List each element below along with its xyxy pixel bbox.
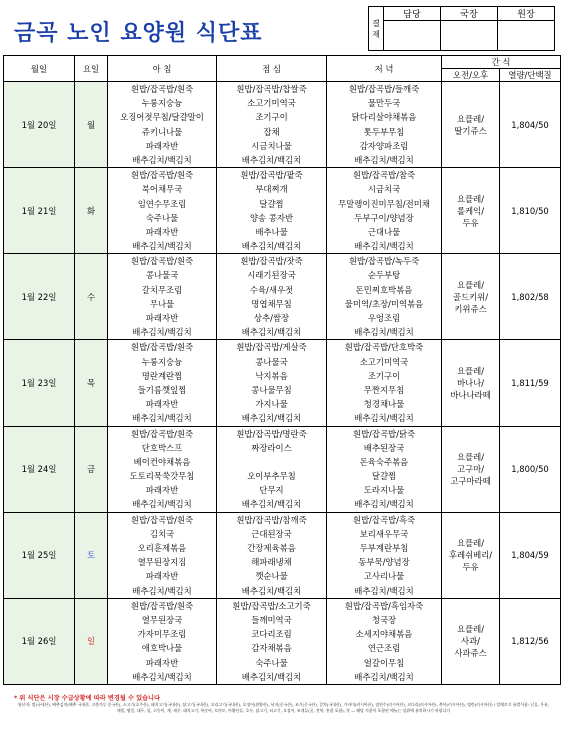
breakfast-item: 누룽지숭늉 xyxy=(141,98,183,109)
lunch-item: 콩나물무침 xyxy=(251,384,292,395)
lunch-item: 양송 콩자반 xyxy=(249,212,294,223)
nutrition-cell: 1,802/58 xyxy=(500,254,561,340)
breakfast-cell xyxy=(108,598,217,684)
breakfast-item: 오리훈제볶음 xyxy=(137,543,187,553)
snack-cell xyxy=(442,168,500,254)
snack-cell xyxy=(442,82,500,168)
lunch-item: 수육/새우젓 xyxy=(249,284,294,295)
lunch-item: 배추김치/백김치 xyxy=(241,327,302,338)
breakfast-item: 오징어젓무침/달걀말이 xyxy=(120,112,204,123)
menu-table xyxy=(3,55,561,685)
breakfast-item: 숙주나물 xyxy=(145,212,179,223)
breakfast-item: 파래자반 xyxy=(145,140,179,151)
lunch-item: 흰밥/잡곡밥/찹쌀죽 xyxy=(236,84,307,94)
breakfast-item: 가자미무조림 xyxy=(137,629,187,640)
dinner-item: 조기구이 xyxy=(367,370,401,381)
dinner-item: 얼갈이무침 xyxy=(363,657,405,668)
header-snack-time: 오전/오후 xyxy=(442,69,500,82)
dinner-item: 배추김치/백김치 xyxy=(354,585,414,596)
lunch-item: 달걀찜 xyxy=(259,198,284,209)
day-row xyxy=(4,598,561,684)
snack-text: 요플레/ 바나나/ 바나나라떼 xyxy=(450,365,491,400)
day-weekday: 토 xyxy=(75,512,108,598)
dinner-item: 동부묵/양념장 xyxy=(358,557,410,568)
snack-text: 요플레/ 고구마/ 고구마라떼 xyxy=(450,452,491,487)
dinner-item: 청경채나물 xyxy=(363,399,405,410)
breakfast-item: 들기름깻잎찜 xyxy=(137,384,187,395)
snack-cell xyxy=(442,598,500,684)
lunch-item: 낙지볶음 xyxy=(255,370,288,381)
header-weekday: 요일 xyxy=(75,56,108,82)
dinner-item: 배추김치/백김치 xyxy=(354,671,414,682)
breakfast-item: 파래자반 xyxy=(145,657,179,668)
dinner-cell xyxy=(327,168,442,254)
dinner-cell xyxy=(327,82,442,168)
day-date: 1월 21일 xyxy=(4,168,75,254)
page-title: 금곡 노인 요양원 식단표 xyxy=(14,21,263,46)
breakfast-item: 배추김치/백김치 xyxy=(132,499,192,510)
breakfast-item: 애호박나물 xyxy=(141,643,183,654)
lunch-item: 흰밥/잡곡밥/참깨죽 xyxy=(236,514,307,525)
day-row xyxy=(4,512,561,598)
dinner-item: 돈육숙주볶음 xyxy=(359,456,409,467)
approval-box xyxy=(368,6,555,51)
dinner-item: 두부구이/양념장 xyxy=(354,212,414,223)
breakfast-item: 파래자반 xyxy=(145,399,179,410)
approval-sign-staff xyxy=(384,21,441,51)
approval-side-label: 결재 xyxy=(369,7,384,51)
header-snack: 간 식 xyxy=(442,56,561,69)
lunch-item: 부대찌개 xyxy=(255,184,288,195)
lunch-item: 조기구이 xyxy=(255,112,288,123)
breakfast-item: 흰밥/잡곡밥/흰죽 xyxy=(130,342,194,353)
day-weekday: 수 xyxy=(75,254,108,340)
approval-sign-head xyxy=(498,21,555,51)
lunch-item: 배추김치/백김치 xyxy=(241,499,302,510)
dinner-item: 소고기미역국 xyxy=(359,356,409,367)
dinner-item: 물미역/초장/미역볶음 xyxy=(344,298,424,309)
header-lunch: 점 심 xyxy=(217,56,327,82)
lunch-cell xyxy=(217,340,327,426)
day-weekday: 목 xyxy=(75,340,108,426)
footnote: * 위 식단은 시장 수급상황에 따라 변경될 수 있습니다 xyxy=(14,695,160,702)
lunch-item: 시래기된장국 xyxy=(247,270,296,281)
lunch-item: 간장제육볶음 xyxy=(247,543,296,553)
lunch-item: 근대된장국 xyxy=(251,528,292,539)
lunch-item: 배추김치/백김치 xyxy=(241,154,302,165)
dinner-item: 근대나물 xyxy=(367,226,401,237)
day-date: 1월 22일 xyxy=(4,254,75,340)
lunch-item: 콩나물국 xyxy=(255,356,288,367)
approval-col-director: 국장 xyxy=(441,7,498,21)
dinner-item: 물만두국 xyxy=(367,98,401,109)
breakfast-item: 임연수무조림 xyxy=(137,198,187,209)
lunch-cell xyxy=(217,254,327,340)
day-date: 1월 24일 xyxy=(4,426,75,512)
breakfast-item: 누룽지숭늉 xyxy=(141,356,183,367)
breakfast-item: 무나물 xyxy=(149,298,175,309)
breakfast-item: 흰밥/잡곡밥/흰죽 xyxy=(130,600,194,611)
breakfast-item: 콩나물국 xyxy=(145,270,179,281)
dinner-item: 감자양파조림 xyxy=(359,140,409,151)
day-date: 1월 23일 xyxy=(4,340,75,426)
dinner-item: 배추된장국 xyxy=(363,442,405,453)
breakfast-item: 단호박스프 xyxy=(141,442,183,453)
dinner-item: 고사리나물 xyxy=(363,571,405,582)
approval-col-staff: 담당 xyxy=(384,7,441,21)
snack-text: 요플레/ 사과/ 사과쥬스 xyxy=(454,624,487,659)
breakfast-cell xyxy=(108,254,217,340)
nutrition-cell: 1,810/50 xyxy=(500,168,561,254)
lunch-item: 단무지 xyxy=(259,485,284,496)
breakfast-cell xyxy=(108,168,217,254)
day-row xyxy=(4,168,561,254)
dinner-item: 흰밥/잡곡밥/참죽 xyxy=(352,170,416,181)
dinner-item: 순두부탕 xyxy=(367,270,401,281)
lunch-item: 배추김치/백김치 xyxy=(241,585,302,596)
dinner-cell xyxy=(327,254,442,340)
breakfast-item: 열무된장지짐 xyxy=(137,557,187,568)
dinner-item: 배추김치/백김치 xyxy=(354,413,414,424)
dinner-item: 무짠지무침 xyxy=(363,384,405,395)
dinner-item: 시금치국 xyxy=(367,184,401,195)
header-dinner: 저 녁 xyxy=(327,56,442,82)
snack-cell xyxy=(442,340,500,426)
lunch-item: 깻순나물 xyxy=(255,571,288,582)
snack-text: 요플레/ 골드키위/ 키위쥬스 xyxy=(452,279,489,314)
day-weekday: 월 xyxy=(75,82,108,168)
breakfast-cell xyxy=(108,340,217,426)
dinner-item: 톳두부무침 xyxy=(363,126,405,137)
header-nutrition: 열량/단백질 xyxy=(500,69,561,82)
dinner-item: 청국장 xyxy=(371,614,397,625)
origin-allergy-notice: 원산지: 쌀(국내산), 배추김치(배추 국내산, 고춧가루 중국산), 소고기(호주산), 돼지고기(국내산), 닭고기(국내산), 오리고기(국내산), 오징어(원양산), 낙지(중국산), 조기(중국산), 갈치(국내산), 가자미(러시아산), 임연수(러시아산), 코다리(러시아산), 북어(러시아산), 명란(러시아산) / 알레르기 유발식품: 난류, 우유, 메밀, 땅콩, 대두, 밀, 고등어, 게, 새우, 돼지고기, 복숭아, 토마토, 아황산류, 호두, 닭고기, 쇠고기, 오징어, 조개류(굴, 전복, 홍합 포함), 잣 — 해당 식품이 포함된 메뉴는 섭취에 유의하시기 바랍니다 xyxy=(17,702,550,714)
breakfast-item: 배추김치/백김치 xyxy=(132,413,192,424)
breakfast-item: 북어채무국 xyxy=(141,184,183,195)
breakfast-item: 흰밥/잡곡밥/흰죽 xyxy=(130,256,194,267)
approval-sign-director xyxy=(441,21,498,51)
breakfast-cell xyxy=(108,512,217,598)
breakfast-item: 배추김치/백김치 xyxy=(132,585,192,596)
dinner-item: 닭다리살야채볶음 xyxy=(351,112,417,123)
day-row xyxy=(4,340,561,426)
lunch-cell xyxy=(217,598,327,684)
lunch-cell xyxy=(217,512,327,598)
dinner-item: 두부계란부침 xyxy=(359,543,409,553)
dinner-item: 흰밥/잡곡밥/흑죽 xyxy=(352,514,416,525)
dinner-item: 우엉조림 xyxy=(367,313,401,323)
breakfast-cell xyxy=(108,426,217,512)
breakfast-item: 흰밥/잡곡밥/흰죽 xyxy=(130,84,194,94)
breakfast-item: 파래자반 xyxy=(145,485,179,496)
nutrition-cell: 1,812/56 xyxy=(500,598,561,684)
day-date: 1월 20일 xyxy=(4,82,75,168)
dinner-cell xyxy=(327,512,442,598)
dinner-item: 배추김치/백김치 xyxy=(354,327,414,338)
lunch-item: 해파래냉채 xyxy=(251,557,292,568)
lunch-item: 배추김치/백김치 xyxy=(241,241,302,252)
lunch-item: 시금치나물 xyxy=(251,140,292,151)
dinner-item: 흰밥/잡곡밥/닭죽 xyxy=(352,428,416,439)
lunch-cell xyxy=(217,82,327,168)
lunch-item: 흰밥/잡곡밥/명란죽 xyxy=(236,428,307,439)
nutrition-cell: 1,804/50 xyxy=(500,82,561,168)
breakfast-item: 베이컨야채볶음 xyxy=(133,456,191,467)
nutrition-cell: 1,811/59 xyxy=(500,340,561,426)
lunch-item: 소고기미역국 xyxy=(247,98,296,109)
lunch-item: 코다리조림 xyxy=(251,629,292,640)
breakfast-item: 파래자반 xyxy=(145,571,179,582)
breakfast-item: 쥬키니나물 xyxy=(141,126,183,137)
dinner-item: 연근조림 xyxy=(367,643,401,654)
header-breakfast: 아 침 xyxy=(108,56,217,82)
breakfast-item: 배추김치/백김치 xyxy=(132,154,192,165)
lunch-item: 배추나물 xyxy=(255,226,288,237)
day-weekday: 금 xyxy=(75,426,108,512)
nutrition-cell: 1,804/59 xyxy=(500,512,561,598)
lunch-item: 가지나물 xyxy=(255,399,288,410)
lunch-item: 상추/쌈장 xyxy=(253,313,290,323)
header-date: 월일 xyxy=(4,56,75,82)
day-weekday: 일 xyxy=(75,598,108,684)
breakfast-item: 배추김치/백김치 xyxy=(132,671,192,682)
lunch-item: 흰밥/잡곡밥/소고기죽 xyxy=(232,600,311,611)
lunch-item: 흰밥/잡곡밥/잣죽 xyxy=(240,256,303,267)
nutrition-cell: 1,800/50 xyxy=(500,426,561,512)
snack-cell xyxy=(442,254,500,340)
dinner-cell xyxy=(327,598,442,684)
dinner-cell xyxy=(327,426,442,512)
day-row xyxy=(4,426,561,512)
dinner-item: 배추김치/백김치 xyxy=(354,499,414,510)
lunch-cell xyxy=(217,168,327,254)
dinner-item: 배추김치/백김치 xyxy=(354,154,414,165)
breakfast-item: 명란계란찜 xyxy=(141,370,183,381)
dinner-item: 흰밥/잡곡밥/단호박죽 xyxy=(344,342,424,353)
lunch-item: 배추김치/백김치 xyxy=(241,413,302,424)
lunch-item: 들깨미역국 xyxy=(251,614,292,625)
day-date: 1월 26일 xyxy=(4,598,75,684)
day-date: 1월 25일 xyxy=(4,512,75,598)
day-weekday: 화 xyxy=(75,168,108,254)
dinner-item: 소세지야채볶음 xyxy=(355,629,413,640)
breakfast-cell xyxy=(108,82,217,168)
breakfast-item: 파래자반 xyxy=(145,226,179,237)
dinner-item: 흰밥/잡곡밥/들깨죽 xyxy=(348,84,420,94)
breakfast-item: 열무된장국 xyxy=(141,614,183,625)
lunch-cell xyxy=(217,426,327,512)
dinner-item: 달걀찜 xyxy=(371,471,397,482)
breakfast-item: 흰밥/잡곡밥/흰죽 xyxy=(130,514,194,525)
breakfast-item: 갈치무조림 xyxy=(141,284,183,295)
breakfast-item: 배추김치/백김치 xyxy=(132,327,192,338)
lunch-item: 잡채 xyxy=(263,126,280,137)
lunch-item: 감자채볶음 xyxy=(251,643,292,654)
lunch-item: 흰밥/잡곡밥/팥죽 xyxy=(240,170,303,181)
approval-col-head: 원장 xyxy=(498,7,555,21)
breakfast-item: 김치국 xyxy=(149,528,175,539)
dinner-item: 보리새우무국 xyxy=(359,528,409,539)
dinner-item: 돈민찌호박볶음 xyxy=(355,284,413,295)
day-row xyxy=(4,254,561,340)
breakfast-item: 흰밥/잡곡밥/흰죽 xyxy=(130,170,194,181)
snack-cell xyxy=(442,512,500,598)
dinner-item: 흰밥/잡곡밥/녹두죽 xyxy=(348,256,420,267)
snack-text: 요플레/ 딸기쥬스 xyxy=(454,113,487,136)
snack-text: 요플레/ 후레쉬베리/ 두유 xyxy=(448,538,493,573)
lunch-item: 짜장라이스 xyxy=(251,442,292,453)
dinner-item: 배추김치/백김치 xyxy=(354,241,414,252)
lunch-item: 흰밥/잡곡밥/게살죽 xyxy=(236,342,307,353)
lunch-item: 오이부추무침 xyxy=(247,471,296,482)
lunch-item: 명엽채무침 xyxy=(251,298,292,309)
dinner-item: 흰밥/잡곡밥/흑임자죽 xyxy=(344,600,424,611)
lunch-item: 숙주나물 xyxy=(255,657,288,668)
snack-text: 요플레/ 롤케익/ 두유 xyxy=(456,193,485,228)
breakfast-item: 흰밥/잡곡밥/흰죽 xyxy=(130,428,194,439)
snack-cell xyxy=(442,426,500,512)
breakfast-item: 파래자반 xyxy=(145,313,179,323)
dinner-cell xyxy=(327,340,442,426)
dinner-item: 도라지나물 xyxy=(363,485,405,496)
breakfast-item: 도토리묵쑥갓무침 xyxy=(129,471,195,482)
day-row xyxy=(4,82,561,168)
lunch-item: 배추김치/백김치 xyxy=(241,671,302,682)
breakfast-item: 배추김치/백김치 xyxy=(132,241,192,252)
dinner-item: 무말랭이진미무침/전미채 xyxy=(338,198,430,209)
lunch-item xyxy=(217,455,326,469)
